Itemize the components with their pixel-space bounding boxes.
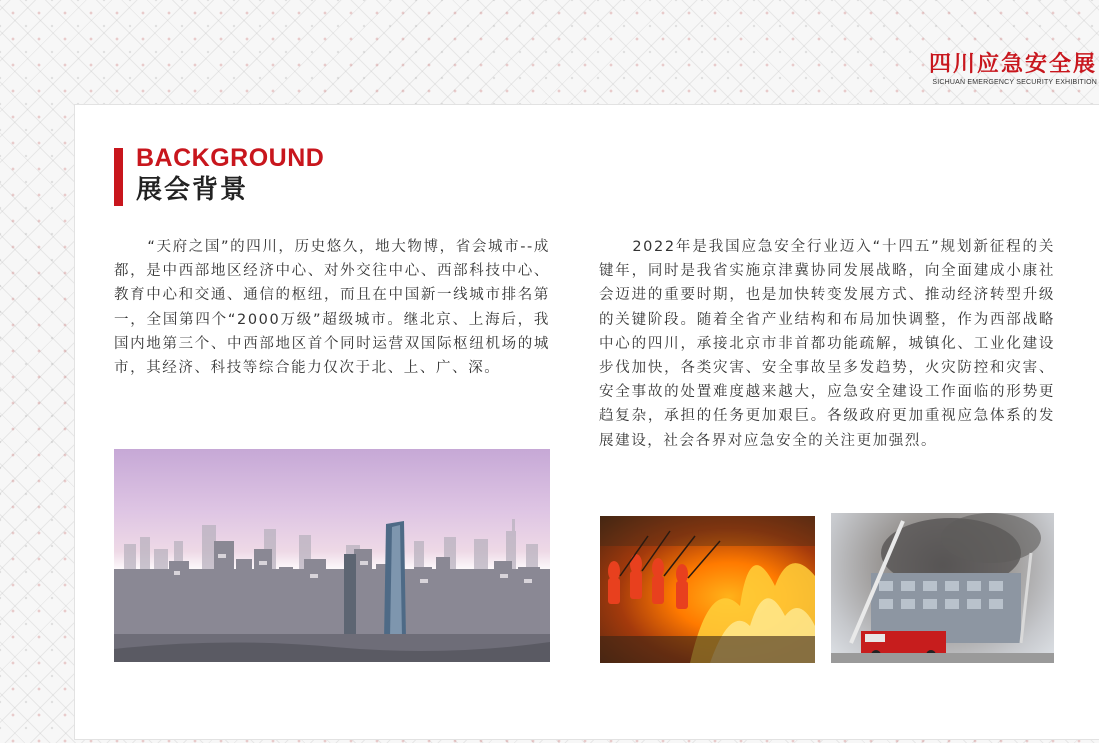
exhibition-title: 四川应急安全展 [928,52,1097,77]
section-title-en: BACKGROUND [136,144,325,172]
section-title-cn: 展会背景 [136,175,249,205]
background-paragraph-right: 2022年是我国应急安全行业迈入“十四五”规划新征程的关键年，同时是我省实施京津冀协同发展战略，向全面建成小康社会迈进的重要时期，也是加快转变发展方式、推动经济转型升级的关键阶段。随着全省产业结构和布局加快调整，作为西部战略中心的四川，承接北京市非首都功能疏解，城镇化、工业化建设步伐加快，各类灾害、安全事故呈多发趋势，火灾防控和灾害、安全事故的处置难度越来越大，应急安全建设工作面临的形势更趋复杂，承担的任务更加艰巨。各级政府更加重视应急体系的发展建设，社会各界对应急安全的关注更加强烈。 [599,239,1055,449]
exhibition-header [877,52,1097,88]
chengdu-skyline-photo [114,449,550,662]
exhibition-subtitle: SICHUAN EMERGENCY SECURITY EXHIBITION [932,79,1097,86]
background-paragraph-left: “天府之国”的四川，历史悠久，地大物博，省会城市--成都，是中西部地区经济中心、对外交往中心、西部科技中心、教育中心和交通、通信的枢纽，而且在中国新一线城市排名第一，全国第四个“2000万级”超级城市。继北京、上海后，我国内地第三个、中西部地区首个同时运营双国际枢纽机场的城市，其经济、科技等综合能力仅次于北、上、广、深。 [114,239,550,377]
forest-fire-photo [600,516,815,663]
building-fire-rescue-photo [831,513,1054,663]
section-accent-bar [114,148,123,206]
